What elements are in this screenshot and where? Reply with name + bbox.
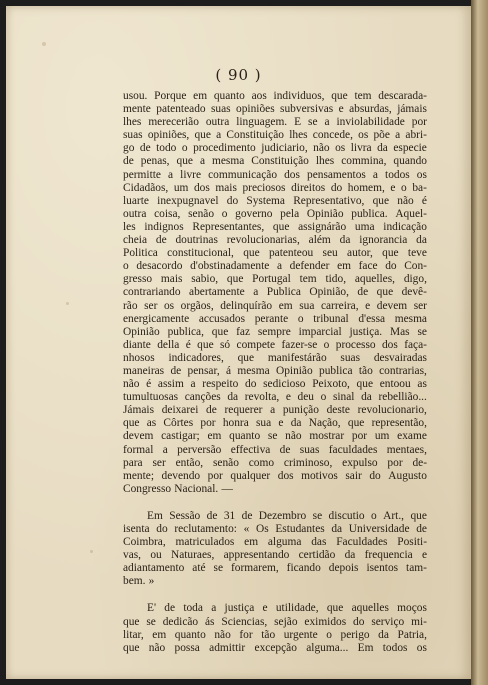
paper-stain (66, 302, 69, 305)
text-line: usou. Porque em quanto aos individuos, que tem descarada- (123, 90, 427, 102)
document-page (6, 6, 471, 679)
text-line: Politica constitucional, que patenteou seu autor, que teve (123, 247, 427, 260)
text-line: tumultuosas canções da revolta, e deu o sinal da rebellião... (123, 391, 427, 404)
paper-stain (42, 42, 46, 46)
text-line: isenta do reclutamento: « Os Estudantes da Universidade de (123, 523, 427, 535)
text-line: outra coisa, senão o governo pela Opinião publica. Aquel- (123, 207, 427, 220)
text-line: que não possa admittir excepção alguma... Em todos os (123, 641, 427, 654)
text-line: devem castigar; em quanto se não mostrar por um exame (123, 430, 427, 443)
text-line: formal a perversão effectiva de suas faculdades mentaes, (123, 443, 427, 456)
text-line: gresso mais sabio, que Portugal tem tido, aquelles, digo, (123, 273, 427, 286)
text-line: bem. » (123, 575, 155, 588)
text-line: adiantamento até se formarem, ficando depois isentos tam- (123, 562, 427, 575)
text-line: o desacordo d'obstinadamente a defender em face do Con- (123, 260, 427, 273)
text-line: Opinião publica, que faz sempre imparcial justiça. Mas se (123, 325, 427, 338)
text-line: Em Sessão de 31 de Dezembro se discutio o Art., que (147, 509, 427, 522)
paragraph-gap (123, 588, 427, 602)
text-line: les indignos Representantes, que assignárão uma indicação (123, 220, 427, 233)
text-line: permitte a livre communicação dos pensamentos a todos os (123, 168, 427, 181)
text-line: mente; devendo por qualquer dos motivos sair do Augusto (123, 469, 427, 482)
text-line: E' de toda a justiça e utilidade, que aquelles moços (147, 602, 427, 615)
body-text (123, 90, 427, 655)
text-line: litar, em quanto não for tão urgente o perigo da Patria, (123, 628, 427, 641)
text-line: que as Côrtes por honra sua e da Nação, que representão, (123, 417, 427, 430)
text-line: mente patenteado suas opiniões subversivas e absurdas, jámais (123, 103, 427, 116)
page-number: ( 90 ) (215, 66, 262, 84)
text-line: vas, ou Naturaes, appresentando certidão da frequencia e (123, 549, 427, 562)
text-line: rão ser os orgãos, delinquírão em sua carreira, e devem ser (123, 299, 427, 312)
text-line: Coimbra, matriculados em alguma das Faculdades Positi- (123, 536, 427, 549)
text-line: para ser então, senão como criminoso, expulso por de- (123, 456, 427, 469)
text-line: Jámais deixarei de requerer a punição deste revolucionario, (123, 404, 427, 417)
text-line: go de todo o procedimento judiciario, não os livra da especie (123, 142, 427, 155)
text-line: contrariando abertamente a Publica Opinião, de que devê- (123, 286, 427, 299)
text-line: nhosos indicadores, que manifestárão suas desvairadas (123, 351, 427, 364)
text-line: maneiras de pensar, á mesma Opinião publica tão contrarias, (123, 364, 427, 377)
text-line: de penas, que a mesma Constituição lhes commina, quando (123, 155, 427, 168)
text-line: Congresso Nacional. — (123, 482, 233, 495)
text-line: não é assim a respeito do sedicioso Peixoto, que entoou as (123, 378, 427, 391)
text-line: diante della é que só compete fazer-se o processo dos faça- (123, 338, 427, 351)
text-line: cheia de doutrinas revolucionarias, além da ignorancia da (123, 234, 427, 247)
text-line: suas opiniões, que a Constituição lhes concede, os põe a abri- (123, 129, 427, 142)
text-line: Cidadãos, um dos mais preciosos direitos do homem, e o ba- (123, 181, 427, 194)
next-page-edge (471, 0, 488, 685)
paragraph-gap (123, 496, 427, 510)
text-line: energicamente accusados perante o tribunal d'essa mesma (123, 312, 427, 325)
paper-stain (90, 550, 93, 553)
text-line: que se dedicão ás Sciencias, sejão eximidos do serviço mi- (123, 615, 427, 628)
text-line: luarte inexpugnavel do Systema Representativo, que não é (123, 194, 427, 207)
text-line: lhes merecerião outra linguagem. E se a inviolabilidade por (123, 116, 427, 129)
